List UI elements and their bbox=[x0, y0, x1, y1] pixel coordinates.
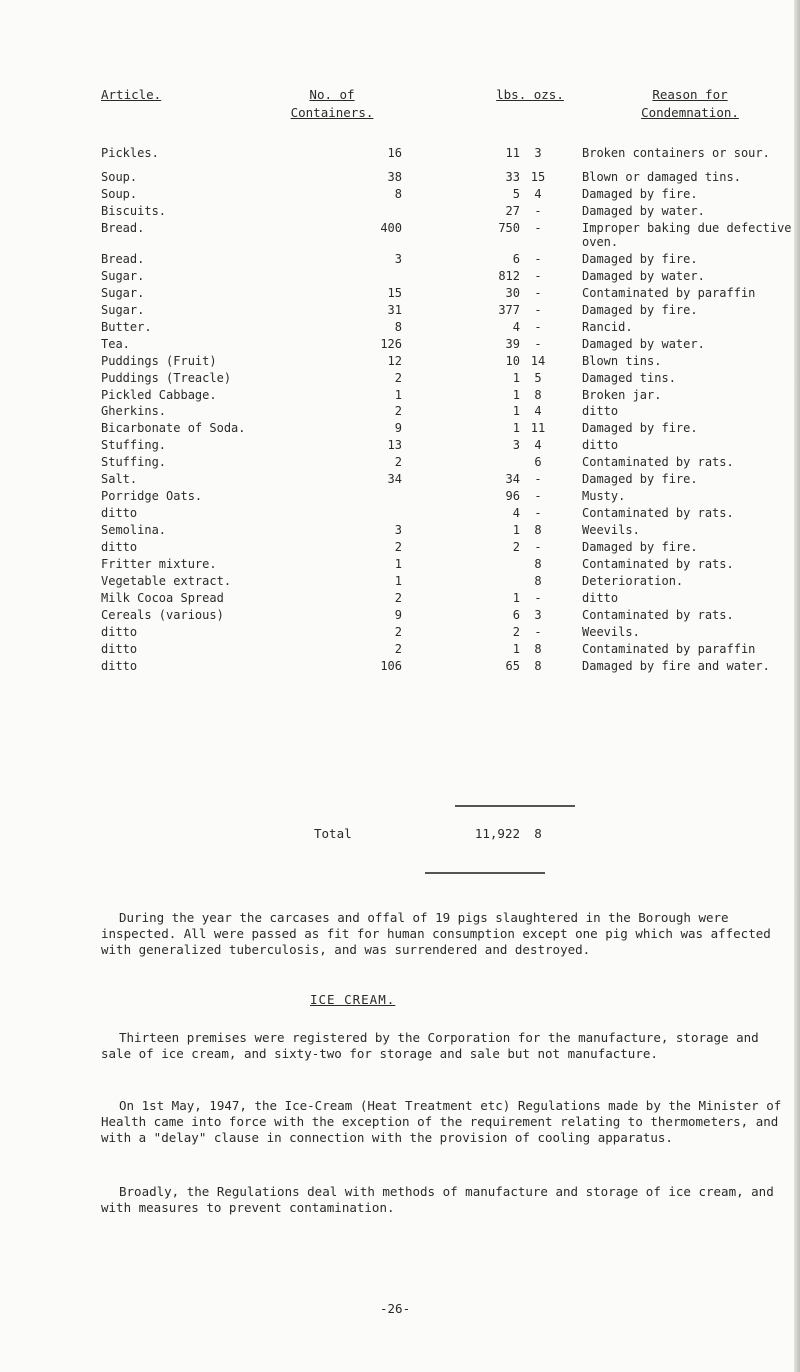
article-cell: Puddings (Treacle) bbox=[101, 371, 232, 385]
containers-cell: 8 bbox=[394, 187, 402, 201]
header-containers bbox=[282, 86, 382, 122]
lbs-cell: 1 bbox=[512, 388, 520, 402]
header-condemnation-label: Condemnation. bbox=[641, 105, 739, 120]
ozs-cell: 5 bbox=[534, 371, 542, 385]
article-cell: ditto bbox=[101, 540, 138, 554]
ozs-cell: 14 bbox=[530, 354, 546, 368]
article-cell: Salt. bbox=[101, 472, 138, 486]
lbs-cell: 6 bbox=[512, 608, 520, 622]
reason-cell: Damaged by fire. bbox=[582, 252, 698, 266]
ozs-cell: - bbox=[534, 472, 542, 486]
ozs-cell: - bbox=[534, 489, 542, 503]
ozs-cell: 8 bbox=[534, 523, 542, 537]
containers-cell: 38 bbox=[387, 170, 402, 184]
article-cell: Bicarbonate of Soda. bbox=[101, 421, 246, 435]
lbs-cell: 4 bbox=[512, 320, 520, 334]
header-reason bbox=[615, 86, 765, 122]
total-ozs: 8 bbox=[534, 826, 542, 841]
total-rule-top bbox=[455, 805, 575, 807]
ozs-cell: - bbox=[534, 540, 542, 554]
reason-cell: Deterioration. bbox=[582, 574, 684, 588]
article-cell: Biscuits. bbox=[101, 204, 167, 218]
containers-cell: 3 bbox=[394, 523, 402, 537]
ozs-cell: - bbox=[534, 286, 542, 300]
reason-cell: Broken jar. bbox=[582, 388, 662, 402]
containers-cell: 16 bbox=[387, 146, 402, 160]
reason-cell: Damaged by fire. bbox=[582, 540, 698, 554]
article-cell: Tea. bbox=[101, 337, 130, 351]
lbs-cell: 10 bbox=[505, 354, 520, 368]
header-article-label: Article. bbox=[101, 87, 162, 102]
article-cell: Milk Cocoa Spread bbox=[101, 591, 224, 605]
containers-cell: 2 bbox=[394, 540, 402, 554]
article-cell: Cereals (various) bbox=[101, 608, 224, 622]
containers-cell: 9 bbox=[394, 421, 402, 435]
ozs-cell: 8 bbox=[534, 642, 542, 656]
containers-cell: 13 bbox=[387, 438, 402, 452]
lbs-cell: 1 bbox=[512, 523, 520, 537]
reason-cell: Contaminated by paraffin bbox=[582, 642, 756, 656]
reason-cell: Weevils. bbox=[582, 523, 640, 537]
ice-cream-paragraph-2: On 1st May, 1947, the Ice-Cream (Heat Treatment etc) Regulations made by the Minister of Health came into force with the exception of the requirement relating to thermometers, and with a "delay" clause in connection with the provision of cooling apparatus. bbox=[101, 1098, 782, 1145]
ozs-cell: - bbox=[534, 337, 542, 351]
ice-cream-heading: ICE CREAM. bbox=[310, 992, 396, 1007]
reason-cell: Broken containers or sour. bbox=[582, 146, 770, 160]
reason-cell: Improper baking due defective oven. bbox=[582, 221, 792, 249]
article-cell: Soup. bbox=[101, 170, 138, 184]
lbs-cell: 11 bbox=[505, 146, 520, 160]
article-cell: ditto bbox=[101, 659, 138, 673]
containers-cell: 2 bbox=[394, 404, 402, 418]
article-cell: Bread. bbox=[101, 221, 145, 235]
containers-cell: 2 bbox=[394, 625, 402, 639]
ozs-cell: 8 bbox=[534, 557, 542, 571]
lbs-cell: 377 bbox=[498, 303, 520, 317]
article-cell: Sugar. bbox=[101, 286, 145, 300]
reason-cell: Contaminated by rats. bbox=[582, 608, 734, 622]
article-cell: Pickles. bbox=[101, 146, 159, 160]
containers-cell: 34 bbox=[387, 472, 402, 486]
ozs-cell: - bbox=[534, 204, 542, 218]
lbs-cell: 1 bbox=[512, 371, 520, 385]
article-cell: ditto bbox=[101, 625, 138, 639]
ozs-cell: - bbox=[534, 506, 542, 520]
ozs-cell: 4 bbox=[534, 438, 542, 452]
total-rule-bottom bbox=[425, 872, 545, 874]
article-cell: Soup. bbox=[101, 187, 138, 201]
lbs-cell: 1 bbox=[512, 642, 520, 656]
lbs-cell: 33 bbox=[505, 170, 520, 184]
ozs-cell: 8 bbox=[534, 574, 542, 588]
article-cell: Sugar. bbox=[101, 303, 145, 317]
ozs-cell: 6 bbox=[534, 455, 542, 469]
lbs-cell: 750 bbox=[498, 221, 520, 235]
lbs-cell: 812 bbox=[498, 269, 520, 283]
reason-cell: Contaminated by rats. bbox=[582, 506, 734, 520]
reason-cell: Weevils. bbox=[582, 625, 640, 639]
containers-cell: 126 bbox=[380, 337, 402, 351]
lbs-cell: 27 bbox=[505, 204, 520, 218]
pigs-paragraph: During the year the carcases and offal of 19 pigs slaughtered in the Borough were inspected. All were passed as fit for human consumption except one pig which was affected with generalized tuberculosis, and was surrendered and destroyed. bbox=[101, 910, 771, 957]
containers-cell: 2 bbox=[394, 642, 402, 656]
header-reason-for-label: Reason for bbox=[652, 87, 728, 102]
ozs-cell: 4 bbox=[534, 404, 542, 418]
lbs-cell: 65 bbox=[505, 659, 520, 673]
reason-cell: Damaged by fire. bbox=[582, 421, 698, 435]
containers-cell: 106 bbox=[380, 659, 402, 673]
header-weight bbox=[470, 86, 590, 104]
ozs-cell: 8 bbox=[534, 388, 542, 402]
ice-cream-paragraph-3: Broadly, the Regulations deal with methods of manufacture and storage of ice cream, and with measures to prevent contamination. bbox=[101, 1184, 774, 1215]
article-cell: Bread. bbox=[101, 252, 145, 266]
containers-cell: 8 bbox=[394, 320, 402, 334]
article-cell: Pickled Cabbage. bbox=[101, 388, 217, 402]
article-cell: Stuffing. bbox=[101, 438, 167, 452]
reason-cell: ditto bbox=[582, 438, 619, 452]
ice-cream-paragraph-1: Thirteen premises were registered by the Corporation for the manufacture, storage and sale of ice cream, and sixty-two for storage and sale but not manufacture. bbox=[101, 1030, 759, 1061]
total-lbs: 11,922 bbox=[474, 826, 520, 841]
header-no-of-label: No. of bbox=[309, 87, 355, 102]
ozs-cell: - bbox=[534, 591, 542, 605]
lbs-cell: 1 bbox=[512, 421, 520, 435]
page-number: -26- bbox=[380, 1301, 411, 1316]
total-label: Total bbox=[314, 826, 352, 841]
article-cell: ditto bbox=[101, 506, 138, 520]
containers-cell: 2 bbox=[394, 591, 402, 605]
article-cell: Porridge Oats. bbox=[101, 489, 203, 503]
article-cell: Semolina. bbox=[101, 523, 167, 537]
ozs-cell: 3 bbox=[534, 146, 542, 160]
containers-cell: 12 bbox=[387, 354, 402, 368]
lbs-cell: 2 bbox=[512, 540, 520, 554]
article-cell: Gherkins. bbox=[101, 404, 167, 418]
lbs-cell: 30 bbox=[505, 286, 520, 300]
reason-cell: Musty. bbox=[582, 489, 626, 503]
reason-cell: Damaged by fire and water. bbox=[582, 659, 770, 673]
ozs-cell: - bbox=[534, 320, 542, 334]
ozs-cell: 4 bbox=[534, 187, 542, 201]
ozs-cell: - bbox=[534, 625, 542, 639]
reason-cell: Damaged by fire. bbox=[582, 303, 698, 317]
ozs-cell: 8 bbox=[534, 659, 542, 673]
article-cell: Vegetable extract. bbox=[101, 574, 232, 588]
lbs-cell: 4 bbox=[512, 506, 520, 520]
article-cell: Sugar. bbox=[101, 269, 145, 283]
lbs-cell: 34 bbox=[505, 472, 520, 486]
reason-cell: Damaged by fire. bbox=[582, 187, 698, 201]
reason-cell: ditto bbox=[582, 404, 619, 418]
reason-cell: Contaminated by paraffin bbox=[582, 286, 756, 300]
reason-cell: Blown tins. bbox=[582, 354, 662, 368]
containers-cell: 1 bbox=[394, 574, 402, 588]
ozs-cell: 15 bbox=[530, 170, 546, 184]
article-cell: Puddings (Fruit) bbox=[101, 354, 217, 368]
lbs-cell: 1 bbox=[512, 404, 520, 418]
reason-cell: Damaged by water. bbox=[582, 337, 705, 351]
ozs-cell: - bbox=[534, 221, 542, 235]
reason-cell: ditto bbox=[582, 591, 619, 605]
reason-cell: Damaged tins. bbox=[582, 371, 676, 385]
lbs-cell: 1 bbox=[512, 591, 520, 605]
containers-cell: 400 bbox=[380, 221, 402, 235]
article-cell: Butter. bbox=[101, 320, 152, 334]
reason-cell: Blown or damaged tins. bbox=[582, 170, 741, 184]
lbs-cell: 2 bbox=[512, 625, 520, 639]
header-lbs-ozs-label: lbs. ozs. bbox=[496, 87, 564, 102]
containers-cell: 31 bbox=[387, 303, 402, 317]
article-cell: Stuffing. bbox=[101, 455, 167, 469]
lbs-cell: 39 bbox=[505, 337, 520, 351]
containers-cell: 9 bbox=[394, 608, 402, 622]
reason-cell: Damaged by fire. bbox=[582, 472, 698, 486]
lbs-cell: 5 bbox=[512, 187, 520, 201]
ozs-cell: - bbox=[534, 252, 542, 266]
containers-cell: 3 bbox=[394, 252, 402, 266]
ozs-cell: - bbox=[534, 303, 542, 317]
article-cell: Fritter mixture. bbox=[101, 557, 217, 571]
containers-cell: 1 bbox=[394, 388, 402, 402]
reason-cell: Contaminated by rats. bbox=[582, 455, 734, 469]
lbs-cell: 96 bbox=[505, 489, 520, 503]
containers-cell: 15 bbox=[387, 286, 402, 300]
containers-cell: 2 bbox=[394, 455, 402, 469]
ozs-cell: 3 bbox=[534, 608, 542, 622]
reason-cell: Rancid. bbox=[582, 320, 633, 334]
reason-cell: Damaged by water. bbox=[582, 204, 705, 218]
reason-cell: Contaminated by rats. bbox=[582, 557, 734, 571]
lbs-cell: 6 bbox=[512, 252, 520, 266]
header-containers-label: Containers. bbox=[290, 105, 374, 120]
containers-cell: 1 bbox=[394, 557, 402, 571]
containers-cell: 2 bbox=[394, 371, 402, 385]
header-article bbox=[101, 86, 221, 104]
ozs-cell: - bbox=[534, 269, 542, 283]
lbs-cell: 3 bbox=[512, 438, 520, 452]
ozs-cell: 11 bbox=[530, 421, 546, 435]
reason-cell: Damaged by water. bbox=[582, 269, 705, 283]
article-cell: ditto bbox=[101, 642, 138, 656]
